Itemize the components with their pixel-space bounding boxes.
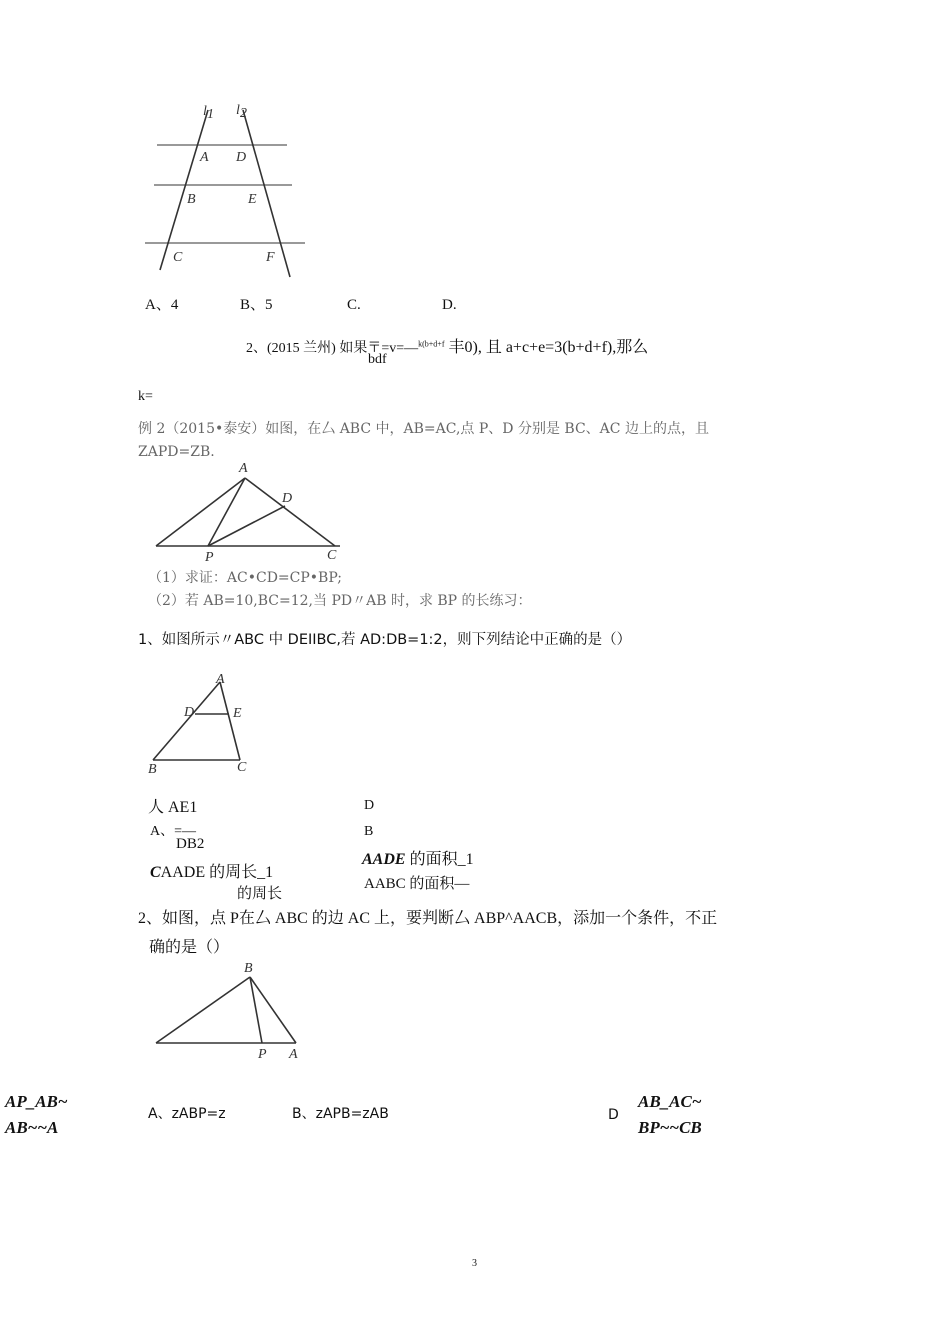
label-l1: l <box>203 104 207 119</box>
label-A: A <box>200 150 209 165</box>
ex1-option-b: B <box>364 824 374 839</box>
ex2-left-bot: AB~~A <box>5 1118 59 1137</box>
label-P: P <box>205 550 214 565</box>
label-A: A <box>289 1047 298 1062</box>
example2-line1: 例 2（2015•泰安）如图，在厶 ABC 中，AB=AC,点 P、D 分别是 BC、AC 边上的点，且 <box>138 421 709 437</box>
option-c: C. <box>347 297 361 313</box>
ex1-option-c-cut: 的周长 <box>237 886 283 902</box>
ex2-right-top: AB_AC~ <box>638 1092 702 1111</box>
option-b: B、5 <box>240 297 273 313</box>
label-D: D <box>236 150 247 165</box>
exercise1-question: 1、如图所示〃ABC 中 DEIIBC,若 AD:DB=1:2，则下列结论中正确的是（） <box>138 632 632 648</box>
label-F: F <box>266 250 275 265</box>
exercise2-line2: 确的是（） <box>149 939 230 956</box>
option-d: D. <box>442 297 457 313</box>
triangle-abp-figure <box>150 955 310 1065</box>
label-B: B <box>148 762 157 777</box>
ex2-option-d: D <box>608 1107 619 1123</box>
label-l2: l <box>236 103 240 118</box>
exercise2-line1: 2、如图，点 P在厶 ABC 的边 AC 上，要判断厶 ABP^AACB，添加一个条件，不正 <box>138 910 718 927</box>
ex1-option-a-bot: DB2 <box>176 836 205 852</box>
ex1-option-c: CAADE 的周长_1 <box>150 864 274 881</box>
triangle-apd-figure <box>150 458 350 563</box>
lanzhou-denominator: bdf <box>368 352 387 367</box>
label-P: P <box>258 1047 267 1062</box>
svg-text:2: 2 <box>240 106 247 121</box>
label-D: D <box>282 491 293 506</box>
k-equals: k= <box>138 389 153 404</box>
example2-part2: （2）若 AB=10,BC=12,当 PD〃AB 时，求 BP 的长练习： <box>148 593 532 609</box>
label-C: C <box>237 760 247 775</box>
svg-text:1: 1 <box>207 107 214 122</box>
parallel-lines-figure <box>140 95 315 280</box>
label-B: B <box>187 192 196 207</box>
lanzhou-question: 2、(2015 兰州) 如果〒=v=—$^{k(b+d+f}$ 丰0), 且 a+c+e=3(b+d+f),那么 <box>246 339 649 356</box>
label-A: A <box>216 672 225 687</box>
ex1-option-a-top: 人 AE1 <box>148 799 198 816</box>
example2-part1: （1）求证：AC•CD=CP•BP; <box>148 570 342 586</box>
ex2-left-top: AP_AB~ <box>5 1092 68 1111</box>
ex2-option-b: B、zAPB=zAB <box>292 1106 389 1122</box>
ex1-option-b-text: AADE 的面积_1 <box>362 851 474 868</box>
page-number: 3 <box>472 1258 477 1269</box>
triangle-de-bc-figure <box>145 672 265 777</box>
ex2-option-a: A、zABP=z <box>148 1106 226 1122</box>
option-a: A、4 <box>145 297 179 313</box>
ex1-option-a-mid: A、=— <box>150 824 197 839</box>
label-E: E <box>248 192 257 207</box>
ex2-right-bot: BP~~CB <box>638 1118 702 1137</box>
label-A: A <box>239 461 248 476</box>
label-E: E <box>233 706 242 721</box>
label-C: C <box>173 250 183 265</box>
example2-line2: ZAPD=ZB. <box>138 444 215 460</box>
label-B: B <box>244 961 253 976</box>
label-D: D <box>184 705 195 720</box>
label-C: C <box>327 548 337 563</box>
ex1-option-b-bot: AABC 的面积— <box>364 876 470 892</box>
ex1-option-d: D <box>364 798 375 813</box>
